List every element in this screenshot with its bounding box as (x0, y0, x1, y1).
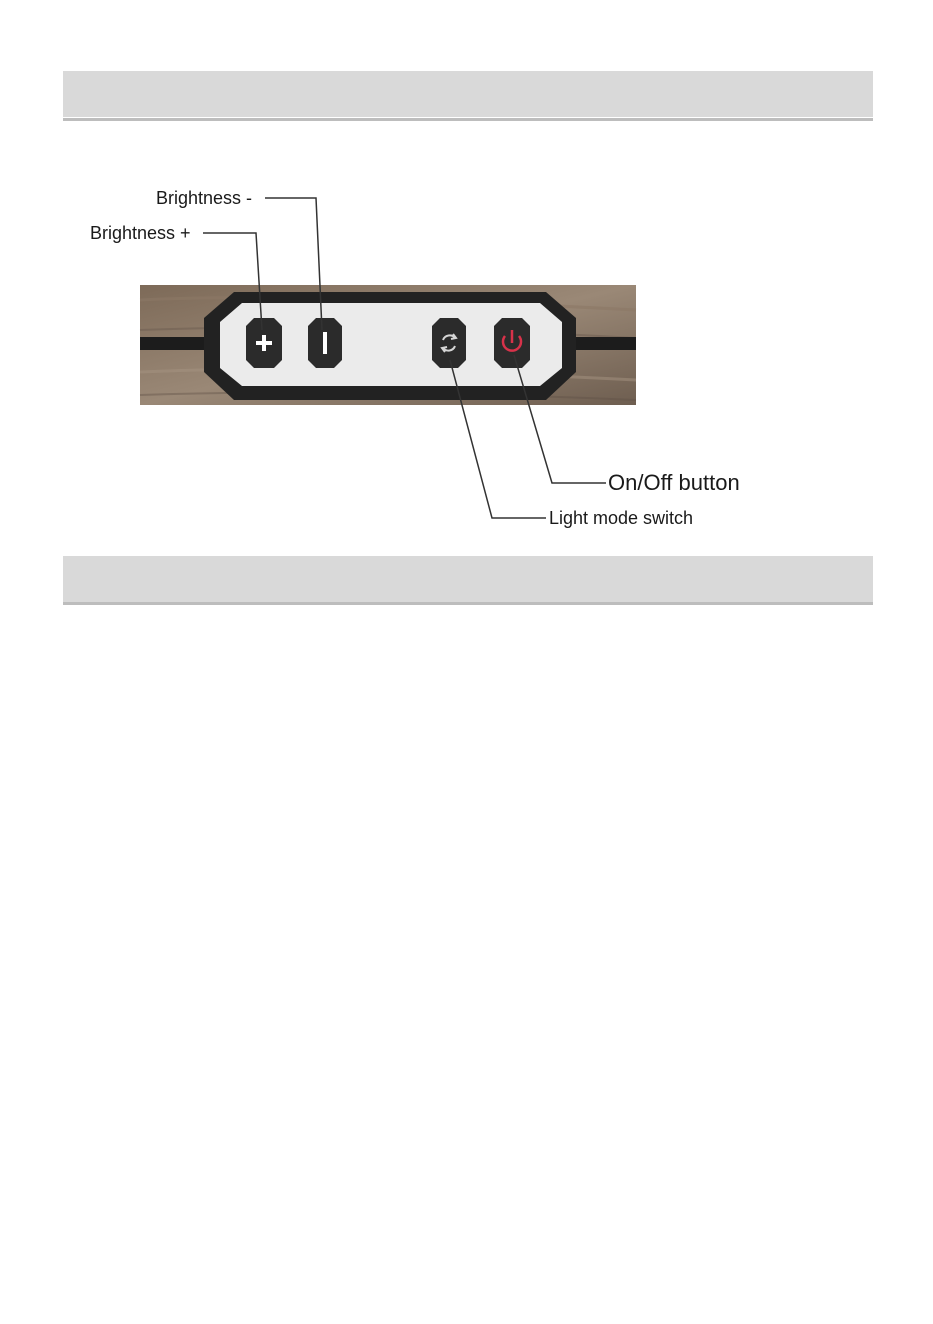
brightness-minus-button[interactable] (308, 318, 342, 368)
controller-diagram (0, 0, 933, 560)
on-off-button[interactable] (494, 318, 530, 368)
controller-photo (140, 285, 636, 405)
cable-right (568, 337, 636, 350)
light-mode-switch-button[interactable] (432, 318, 466, 368)
brightness-plus-button[interactable] (246, 318, 282, 368)
section-header-bar (63, 556, 873, 602)
section-divider (63, 602, 873, 605)
minus-icon (323, 332, 327, 354)
label-on-off-button: On/Off button (608, 470, 740, 495)
label-brightness-minus: Brightness - (156, 188, 253, 208)
label-light-mode-switch: Light mode switch (549, 508, 694, 528)
cable-left (140, 337, 215, 350)
label-brightness-plus: Brightness + (90, 223, 191, 243)
